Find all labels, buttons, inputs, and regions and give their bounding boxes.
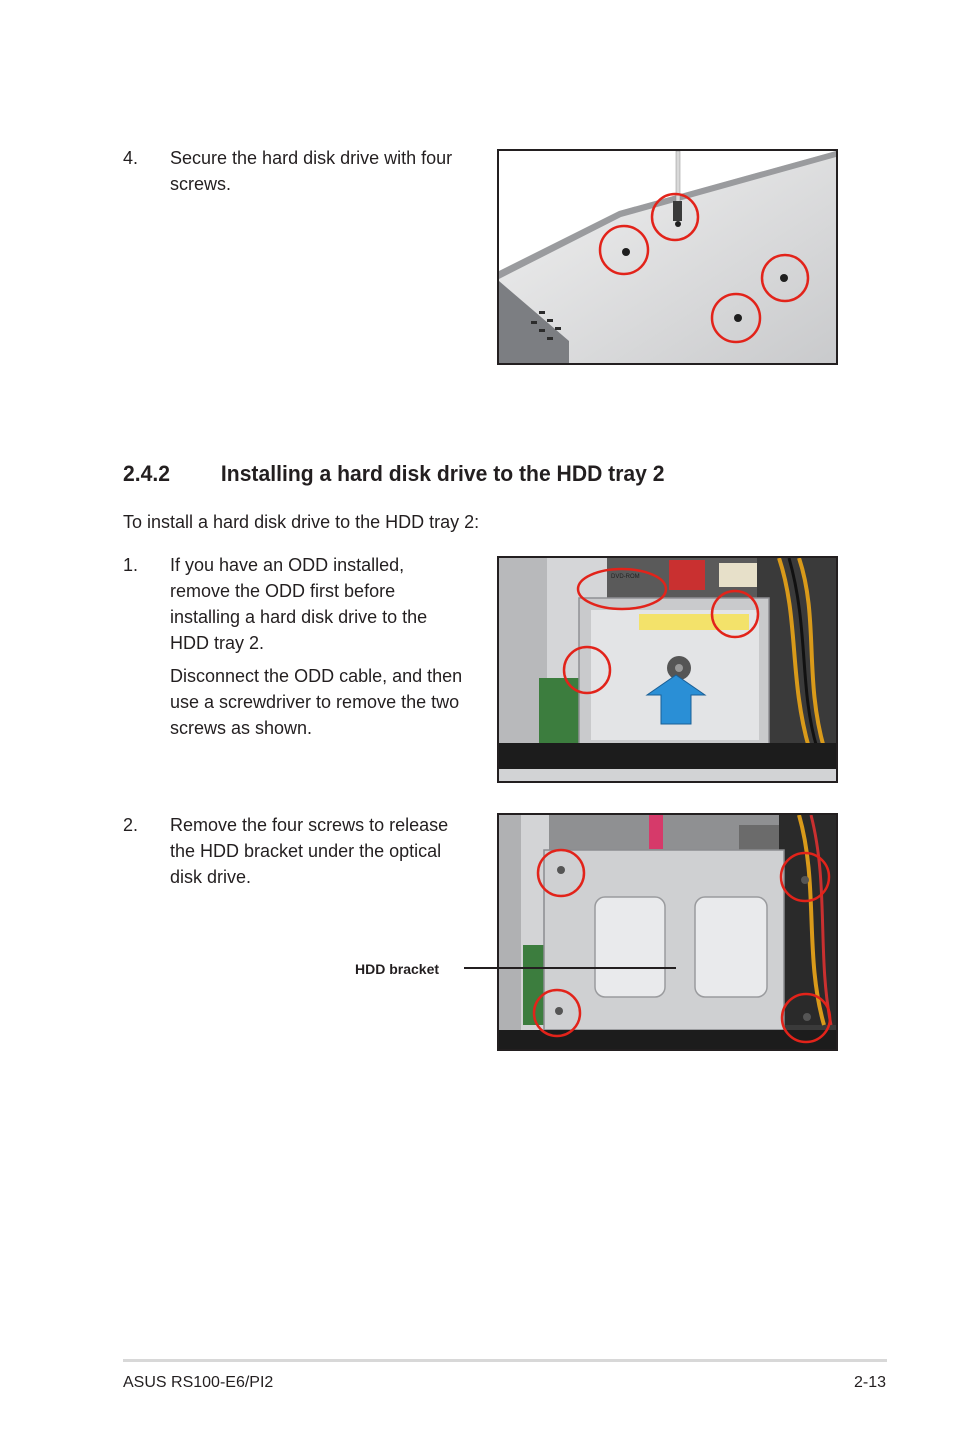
- footer-product-name: ASUS RS100-E6/PI2: [123, 1374, 274, 1391]
- footer-page-number: 2-13: [853, 1374, 886, 1391]
- step-text-line: disk drive.: [170, 867, 252, 887]
- section-title: Installing a hard disk drive to the HDD tray 2: [220, 461, 665, 486]
- step-text: [170, 145, 452, 197]
- figure-secure-hdd: [497, 149, 838, 365]
- figure-remove-odd: [497, 556, 838, 783]
- hdd-bracket-leader-line: [464, 967, 676, 969]
- step-text: [170, 552, 462, 741]
- step-text-line: screws.: [170, 174, 232, 194]
- step-2: [123, 812, 493, 892]
- step-text-line: the HDD bracket under the optical: [170, 841, 442, 861]
- odd-label: DVD-ROM: [611, 574, 640, 580]
- step-text-line: Remove the four screws to release: [170, 815, 449, 835]
- step-text-line: installing a hard disk drive to the: [170, 607, 428, 627]
- step-number: 1.: [123, 555, 139, 575]
- section-number: 2.4.2: [123, 461, 170, 486]
- step-text-line: HDD tray 2.: [170, 633, 265, 653]
- step-text-line: remove the ODD first before: [170, 581, 396, 601]
- figure-hdd-bracket: [497, 813, 838, 1051]
- section-heading: [123, 461, 665, 487]
- step-text-line: If you have an ODD installed,: [170, 555, 405, 575]
- step-text: [170, 812, 448, 890]
- hdd-bracket-label: HDD bracket: [355, 961, 440, 977]
- step-number: 4.: [123, 148, 139, 168]
- step-1: [123, 552, 493, 742]
- step-text-line: Secure the hard disk drive with four: [170, 148, 453, 168]
- step-text-line: screws as shown.: [170, 718, 313, 738]
- step-text-line: use a screwdriver to remove the two: [170, 692, 460, 712]
- footer-divider: [123, 1359, 887, 1362]
- step-4: [123, 145, 493, 205]
- step-text-line: Disconnect the ODD cable, and then: [170, 666, 463, 686]
- section-intro: To install a hard disk drive to the HDD tray 2:: [123, 512, 480, 532]
- step-number: 2.: [123, 815, 139, 835]
